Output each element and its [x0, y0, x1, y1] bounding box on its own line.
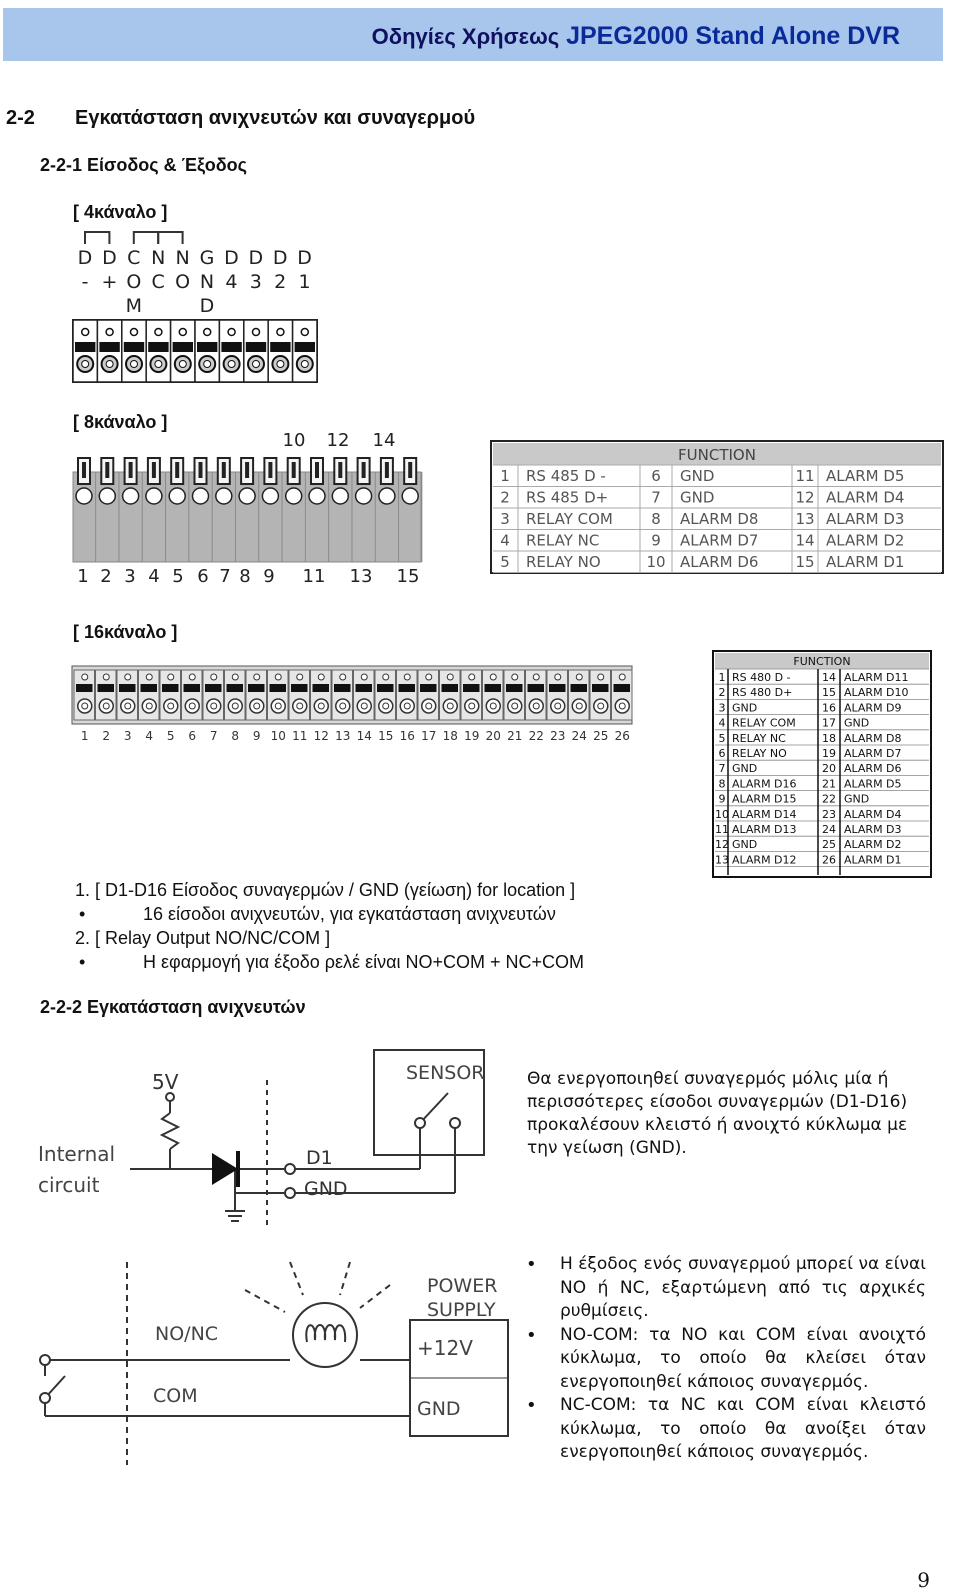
ch8-function-cell: 6 [651, 467, 661, 485]
note-1: 1. [ D1-D16 Είσοδος συναγερμών / GND (γείωση) for location ] [75, 880, 576, 900]
ch4-pin-letter: D [224, 247, 239, 269]
ch8-function-cell: ALARM D2 [826, 531, 905, 550]
section-title: Εγκατάσταση ανιχνευτών και συναγερμού [75, 107, 476, 129]
ch4-pin-letter: N [151, 247, 166, 269]
ch16-function-cell: GND [732, 838, 758, 852]
ch16-pin-number: 26 [614, 729, 630, 743]
ch8-function-table [490, 440, 944, 574]
ch4-pin-letter: D [248, 247, 264, 269]
ch8-function-cell: ALARM D7 [680, 531, 759, 550]
ch8-function-cell: ALARM D4 [826, 488, 905, 507]
power-supply-label-2: SUPPLY [427, 1299, 496, 1321]
ch16-function-cell: 24 [822, 823, 836, 836]
ch8-function-cell: 12 [795, 488, 815, 507]
ch8-function-cell: GND [680, 488, 715, 507]
ch4-pin-letter: 4 [225, 271, 238, 293]
ch8-pin-number: 2 [100, 566, 112, 587]
ch16-pin-number: 13 [335, 729, 351, 743]
sensor-wiring-diagram [30, 1045, 490, 1230]
title-product: JPEG2000 Stand Alone DVR [566, 22, 900, 50]
plus12v-label: +12V [417, 1336, 473, 1360]
ch8-function-cell: ALARM D1 [826, 553, 905, 571]
ch16-function-cell: ALARM D14 [732, 807, 797, 821]
ch4-pin-letter: O [126, 271, 142, 293]
relay-wiring-diagram [35, 1250, 515, 1475]
ch16-function-cell: ALARM D10 [844, 686, 909, 700]
ch16-pin-number: 3 [123, 729, 132, 743]
ch8-pin-number: 9 [263, 566, 275, 587]
subsection-1-title: 2-2-1 Είσοδος & Έξοδος [40, 155, 248, 175]
ch16-pin-number: 21 [507, 729, 523, 743]
ch16-function-cell: ALARM D5 [844, 777, 902, 791]
ch4-pin-letter: D [272, 247, 288, 269]
ch4-pin-letter: 1 [298, 271, 311, 293]
ch16-pin-number: 1 [80, 729, 89, 743]
ch8-function-cell: 9 [651, 531, 661, 550]
ch16-pin-number: 12 [313, 729, 329, 743]
ch4-pin-letter: N [175, 247, 190, 269]
ch4-pin-letter: 2 [274, 271, 287, 293]
ch16-function-cell: ALARM D11 [844, 671, 909, 684]
ch4-pin-letter: 3 [249, 271, 262, 293]
ch16-function-cell: ALARM D15 [732, 792, 797, 806]
ch4-pin-letter: O [175, 271, 191, 293]
ch16-function-cell: 9 [718, 792, 726, 806]
ch16-pin-number: 19 [464, 729, 480, 743]
ch4-pin-letter: + [101, 271, 118, 293]
ch16-function-cell: ALARM D16 [732, 777, 797, 791]
ch8-function-cell: 11 [795, 467, 815, 485]
ch16-function-cell: RELAY COM [732, 716, 796, 730]
ch8-function-cell: ALARM D5 [826, 467, 905, 485]
note-2-bullet: • Η εφαρμογή για έξοδο ρελέ είναι NO+COM + NC+COM [79, 952, 585, 972]
ch16-function-cell: 11 [715, 823, 729, 836]
ch8-pin-number: 15 [396, 566, 420, 587]
ch8-pin-number: 7 [219, 566, 231, 587]
ch4-label: [ 4κάναλο ] [73, 202, 168, 222]
ch16-function-cell: 2 [718, 686, 726, 700]
ch16-pin-number: 2 [102, 729, 111, 743]
ch4-pin-letter: D [102, 247, 117, 269]
ch8-function-cell: 10 [646, 553, 666, 571]
voltage-label: 5V [152, 1070, 179, 1094]
ch16-function-cell: 22 [822, 792, 836, 806]
ch16-function-cell: 3 [718, 701, 726, 715]
ch16-function-cell: ALARM D1 [844, 853, 902, 867]
ch16-pin-number: 22 [528, 729, 544, 743]
ch16-function-cell: 21 [822, 777, 836, 791]
ch8-pin-number: 13 [349, 566, 373, 587]
ch16-function-cell: GND [732, 701, 758, 715]
ch16-function-cell: ALARM D2 [844, 838, 902, 852]
ch16-function-cell: GND [844, 716, 870, 730]
ch8-function-header: FUNCTION [678, 446, 756, 464]
ch16-function-cell: 12 [715, 838, 729, 852]
ch16-function-cell: 4 [718, 716, 726, 730]
ch8-function-cell: ALARM D6 [680, 553, 759, 571]
relay-notes [75, 878, 695, 974]
ch16-function-cell: ALARM D12 [732, 853, 797, 867]
ch16-function-cell: 18 [822, 731, 836, 745]
ch8-pin-number: 12 [326, 430, 350, 451]
ch4-pin-letter: C [127, 247, 141, 269]
ch8-function-cell: 7 [651, 488, 661, 507]
ch4-pin-letter: M [125, 295, 143, 317]
ch16-pin-number: 16 [399, 729, 415, 743]
ch4-pin-letter: G [199, 247, 215, 269]
relay-bullet: • NC-COM: τα NC και COM είναι κλειστό κύκλωμα, το οποίο θα ανοίξει όταν ενεργοποιηθεί κάποιος συναγερμός. [526, 1394, 926, 1465]
ch4-pin-letter: D [199, 295, 215, 317]
ch16-function-cell: 17 [822, 716, 836, 730]
note-1-bullet: • 16 είσοδοι ανιχνευτών, για εγκατάσταση ανιχνευτών [79, 904, 556, 924]
ch8-function-cell: 2 [500, 488, 510, 507]
ch4-pin-letter: N [199, 271, 215, 293]
ch8-label: [ 8κάναλο ] [73, 412, 168, 432]
ch16-pin-number: 7 [209, 729, 218, 743]
ch4-pin-letter: C [151, 271, 165, 293]
ch16-function-cell: 15 [822, 686, 836, 700]
ch4-pin-letter: D [77, 247, 93, 269]
ch16-function-cell: 13 [715, 853, 729, 867]
ch8-function-cell: 8 [651, 510, 661, 528]
gnd-label: GND [304, 1178, 348, 1200]
ch8-function-cell: ALARM D8 [680, 510, 759, 528]
ch16-pin-number: 15 [378, 729, 394, 743]
ch16-pin-number: 6 [188, 729, 197, 743]
ch16-pin-number: 23 [550, 729, 566, 743]
ch8-pin-number: 8 [239, 566, 251, 587]
ch16-function-cell: 19 [822, 747, 836, 760]
nonc-label: NO/NC [155, 1323, 219, 1345]
ch16-pin-number: 24 [571, 729, 587, 743]
ch16-function-table [712, 650, 932, 878]
ch16-function-cell: 10 [715, 807, 729, 821]
ch8-pin-number: 14 [372, 430, 396, 451]
ch8-pin-number: 10 [282, 430, 306, 451]
ch8-pin-number: 4 [148, 566, 160, 587]
ch16-function-cell: 5 [718, 731, 726, 745]
power-supply-label-1: POWER [427, 1275, 498, 1297]
title-greek: Οδηγίες Χρήσεως [371, 24, 560, 49]
ch8-function-cell: 13 [795, 510, 815, 528]
ch16-pin-number: 20 [485, 729, 501, 743]
internal-circuit-label-2: circuit [38, 1173, 100, 1197]
ch16-function-cell: 7 [718, 762, 726, 776]
ch8-function-cell: 14 [795, 531, 815, 550]
ch16-pin-number: 18 [442, 729, 458, 743]
com-label: COM [153, 1385, 198, 1407]
ch16-function-cell: 14 [822, 671, 836, 684]
ch16-function-cell: ALARM D3 [844, 823, 902, 836]
ch16-function-cell: 23 [822, 807, 836, 821]
ch16-pin-number: 14 [356, 729, 372, 743]
ch16-function-cell: ALARM D8 [844, 731, 902, 745]
ch8-pin-number: 1 [77, 566, 89, 587]
ch4-pin-letter: D [297, 247, 312, 269]
ch8-function-cell: RS 485 D+ [526, 488, 609, 507]
ch16-pin-number: 9 [252, 729, 261, 743]
relay-bullet: • Η έξοδος ενός συναγερμού μπορεί να είναι NO ή NC, εξαρτώμενη από τις αρχικές ρυθμίσεις. [526, 1253, 926, 1324]
ch8-pin-number: 11 [302, 566, 326, 587]
ch8-terminal-diagram [68, 428, 430, 592]
ch8-function-cell: 5 [500, 553, 510, 571]
ch16-function-cell: GND [732, 762, 758, 776]
ch8-function-cell: RELAY NC [526, 531, 600, 550]
sensor-description: Θα ενεργοποιηθεί συναγερμός μόλις μία ή περισσότερες είσοδοι συναγερμών (D1-D16) προκαλέσουν κλειστό ή ανοιχτό κύκλωμα με την γείωση (GND). [527, 1069, 908, 1158]
ch16-function-cell: ALARM D6 [844, 762, 902, 776]
ch16-pin-number: 25 [593, 729, 609, 743]
ch16-function-cell: GND [844, 792, 870, 806]
internal-circuit-label-1: Internal [38, 1142, 116, 1166]
ch8-function-cell: GND [680, 467, 715, 485]
ch16-function-cell: 8 [718, 777, 726, 791]
ch16-function-cell: RELAY NO [732, 747, 787, 760]
ch16-function-header: FUNCTION [793, 655, 851, 668]
ch16-function-cell: ALARM D7 [844, 747, 902, 760]
ch16-function-cell: 25 [822, 838, 836, 852]
section-number: 2-2 [6, 107, 35, 129]
ch16-function-cell: ALARM D13 [732, 823, 797, 836]
ch16-function-cell: RELAY NC [732, 731, 786, 745]
ch8-function-cell: RS 485 D - [526, 467, 606, 485]
document-title [372, 22, 900, 51]
subsection-2-title: 2-2-2 Εγκατάσταση ανιχνευτών [40, 997, 306, 1017]
ch8-function-cell: 15 [795, 553, 815, 571]
ch16-function-cell: 6 [718, 747, 726, 760]
sensor-label: SENSOR [406, 1062, 485, 1084]
ch16-function-cell: ALARM D4 [844, 807, 902, 821]
d1-label: D1 [306, 1147, 333, 1169]
ch8-function-cell: ALARM D3 [826, 510, 905, 528]
ch16-function-cell: 20 [822, 762, 836, 776]
ch16-pin-number: 5 [166, 729, 175, 743]
ch16-pin-number: 8 [231, 729, 240, 743]
ch8-function-cell: 3 [500, 510, 510, 528]
ch8-function-cell: 4 [500, 531, 510, 550]
ch16-pin-number: 4 [145, 729, 154, 743]
ch16-pin-number: 11 [292, 729, 308, 743]
ch4-terminal-diagram [70, 228, 330, 388]
ch8-pin-number: 6 [197, 566, 209, 587]
ch8-function-cell: 1 [500, 467, 510, 485]
ch16-label: [ 16κάναλο ] [73, 622, 178, 642]
relay-gnd-label: GND [417, 1398, 461, 1420]
ch8-function-cell: RELAY NO [526, 553, 601, 571]
note-2: 2. [ Relay Output NO/NC/COM ] [75, 928, 331, 948]
ch16-function-cell: ALARM D9 [844, 701, 902, 715]
ch16-function-cell: 26 [822, 853, 836, 867]
ground-icon [225, 1211, 245, 1221]
ch16-pin-number: 10 [270, 729, 286, 743]
ch16-function-cell: RS 480 D+ [732, 686, 793, 700]
page-number: 9 [917, 1568, 930, 1592]
ch8-pin-number: 5 [172, 566, 184, 587]
ch16-function-cell: 1 [718, 671, 726, 684]
ch16-pin-number: 17 [421, 729, 437, 743]
ch16-terminal-diagram [70, 664, 636, 744]
ch16-function-cell: RS 480 D - [732, 671, 791, 684]
ch8-function-cell: RELAY COM [526, 510, 613, 528]
ch4-pin-letter: - [81, 271, 89, 293]
relay-bullet: • NO-COM: τα NO και COM είναι ανοιχτό κύκλωμα, το οποίο θα κλείσει όταν ενεργοποιηθεί κάποιος συναγερμός. [526, 1324, 926, 1395]
ch16-function-cell: 16 [822, 701, 836, 715]
relay-description-list [526, 1253, 926, 1465]
ch8-pin-number: 3 [124, 566, 136, 587]
